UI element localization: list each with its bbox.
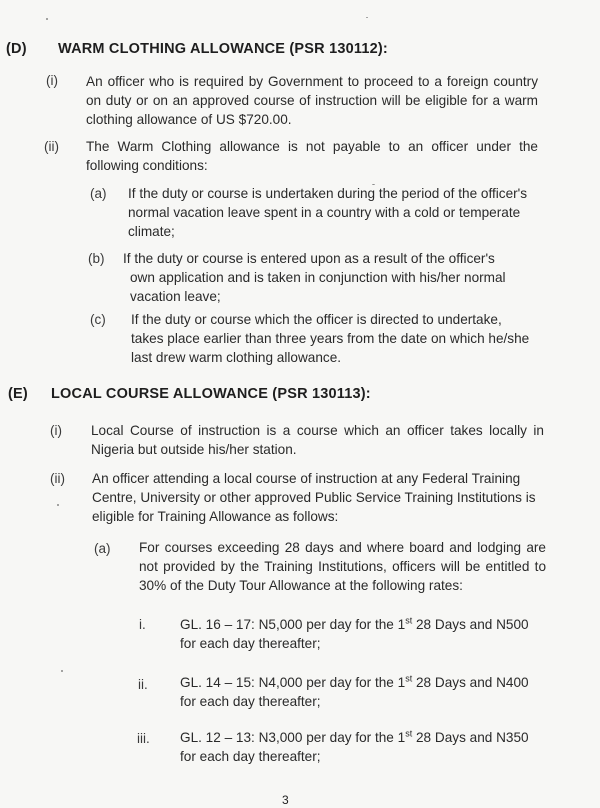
- text-line: normal vacation leave spent in a country with a cold or temperate: [128, 205, 521, 220]
- superscript: st: [405, 728, 413, 739]
- text-line: own application and is taken in conjunction with his/her normal: [130, 270, 506, 285]
- scan-speck: [366, 17, 368, 18]
- rate-text: 28 Days and N400: [412, 675, 529, 690]
- rate-line: [180, 615, 550, 634]
- scan-speck: [372, 184, 375, 185]
- rate-text: 28 Days and N350: [412, 730, 529, 745]
- subitem-number: (a): [94, 541, 111, 556]
- text-line: If the duty or course which the officer is directed to undertake,: [131, 312, 502, 327]
- paragraph-e-ii: [92, 469, 544, 526]
- rate-item: [180, 615, 550, 653]
- rate-number: i.: [139, 617, 146, 632]
- text-line: not provided by the Training Institutions, officers will be entitled to: [139, 559, 546, 574]
- rate-text: GL. 12 – 13: N3,000 per day for the 1: [180, 730, 406, 745]
- paragraph-d-ii-a: [128, 184, 542, 241]
- item-number: (ii): [44, 139, 59, 154]
- text-line: Centre, University or other approved Public Service Training Institutions is: [92, 490, 536, 505]
- page-number: 3: [282, 793, 289, 807]
- text-line: 30% of the Duty Tour Allowance at the following rates:: [139, 578, 463, 593]
- text-line: for each day thereafter;: [180, 749, 321, 764]
- text-line: clothing allowance of US $720.00.: [86, 112, 292, 127]
- subitem-number: (a): [90, 186, 107, 201]
- subitem-number: (b): [88, 251, 105, 266]
- paragraph-e-ii-a: [139, 538, 546, 595]
- text-line: If the duty or course is undertaken during the period of the officer's: [128, 186, 528, 201]
- section-e-letter: (E): [8, 386, 28, 402]
- text-line: If the duty or course is entered upon as a result of the officer's: [123, 251, 495, 266]
- text-line: The Warm Clothing allowance is not payable to an officer under the: [86, 139, 538, 154]
- text-line: Nigeria but outside his/her station.: [91, 442, 297, 457]
- rate-item: [180, 728, 550, 766]
- paragraph-d-ii: [86, 137, 538, 175]
- text-line: An officer attending a local course of instruction at any Federal Training: [92, 471, 521, 486]
- rate-text: GL. 14 – 15: N4,000 per day for the 1: [180, 675, 406, 690]
- rate-line: [180, 673, 550, 692]
- rate-number: ii.: [138, 677, 148, 692]
- text-line: for each day thereafter;: [180, 694, 321, 709]
- text-line: eligible for Training Allowance as follows:: [92, 509, 339, 524]
- rate-line: [180, 728, 550, 747]
- rate-text: 28 Days and N500: [412, 617, 529, 632]
- text-line: on duty or on an approved course of instruction will be eligible for a warm: [86, 93, 538, 108]
- text-line: takes place earlier than three years from the date on which he/she: [131, 331, 530, 346]
- paragraph-d-ii-b: [123, 249, 537, 306]
- text-line: vacation leave;: [130, 289, 221, 304]
- superscript: st: [405, 615, 413, 626]
- text-line: Local Course of instruction is a course which an officer takes locally in: [91, 423, 544, 438]
- section-d-title: WARM CLOTHING ALLOWANCE (PSR 130112):: [58, 41, 388, 57]
- item-number: (i): [46, 73, 58, 88]
- rate-number: iii.: [137, 731, 150, 746]
- item-number: (i): [50, 423, 62, 438]
- paragraph-d-i: [86, 72, 538, 129]
- section-e-title: LOCAL COURSE ALLOWANCE (PSR 130113):: [51, 386, 371, 402]
- scan-speck: [46, 18, 48, 20]
- text-line: For courses exceeding 28 days and where board and lodging are: [139, 540, 546, 555]
- superscript: st: [405, 673, 413, 684]
- paragraph-d-ii-c: [131, 310, 545, 367]
- scan-speck: [61, 670, 63, 672]
- paragraph-e-i: [91, 421, 544, 459]
- rate-item: [180, 673, 550, 711]
- item-number: (ii): [50, 471, 65, 486]
- text-line: climate;: [128, 224, 175, 239]
- text-line: for each day thereafter;: [180, 636, 321, 651]
- section-d-letter: (D): [6, 41, 27, 57]
- text-line: following conditions:: [86, 158, 208, 173]
- text-line: last drew warm clothing allowance.: [131, 350, 342, 365]
- scan-speck: [57, 504, 59, 506]
- rate-text: GL. 16 – 17: N5,000 per day for the 1: [180, 617, 406, 632]
- subitem-number: (c): [90, 312, 106, 327]
- text-line: An officer who is required by Government to proceed to a foreign country: [86, 74, 538, 89]
